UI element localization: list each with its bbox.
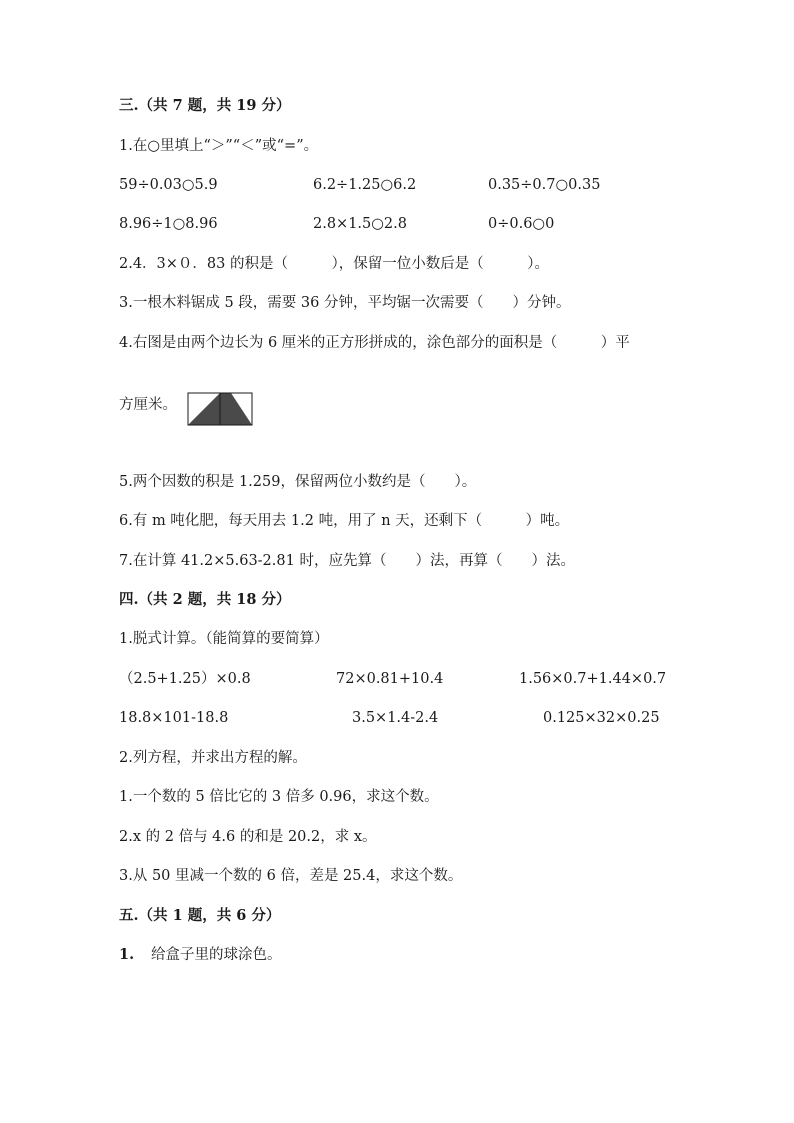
q4-2-prompt: 2.列方程，并求出方程的解。 [119, 750, 307, 766]
compare-item: 0.35÷0.7○0.35 [488, 177, 601, 193]
equation-item: 1.一个数的 5 倍比它的 3 倍多 0.96，求这个数。 [119, 789, 439, 805]
compare-item: 8.96÷1○8.96 [119, 216, 218, 232]
q3-3-text: 3.一根木料锯成 5 段，需要 36 分钟，平均锯一次需要（ ）分钟。 [119, 295, 571, 311]
section-4-heading: 四.（共 2 题，共 18 分） [119, 591, 291, 608]
compare-item: 59÷0.03○5.9 [119, 177, 218, 193]
equation-item: 2.x 的 2 倍与 4.6 的和是 20.2，求 x。 [119, 829, 377, 845]
q3-1-prompt: 1.在○里填上“＞”“＜”或“=”。 [119, 138, 319, 154]
q3-2-text: 2.4．3×０．83 的积是（ ），保留一位小数后是（ ）。 [119, 256, 549, 272]
section-5-heading: 五.（共 1 题，共 6 分） [119, 907, 281, 924]
q3-4-text-cont: 方厘米。 [119, 397, 177, 413]
section-3-heading: 三.（共 7 题，共 19 分） [119, 97, 291, 114]
q3-5-text: 5.两个因数的积是 1.259，保留两位小数约是（ ）。 [119, 474, 477, 490]
calc-item: 72×0.81+10.4 [336, 671, 444, 687]
compare-item: 6.2÷1.25○6.2 [313, 177, 417, 193]
calc-item: （2.5+1.25）×0.8 [119, 671, 251, 687]
q3-4-text: 4.右图是由两个边长为 6 厘米的正方形拼成的，涂色部分的面积是（ ）平 [119, 335, 630, 351]
compare-item: 0÷0.6○0 [488, 216, 555, 232]
two-squares-figure [187, 392, 253, 430]
q4-1-prompt: 1.脱式计算。（能简算的要简算） [119, 631, 329, 647]
q3-6-text: 6.有 m 吨化肥，每天用去 1.2 吨，用了 n 天，还剩下（ ）吨。 [119, 513, 570, 529]
compare-item: 2.8×1.5○2.8 [313, 216, 407, 232]
q5-1-number: 1. [119, 946, 135, 963]
calc-item: 0.125×32×0.25 [543, 710, 660, 726]
equation-item: 3.从 50 里减一个数的 6 倍，差是 25.4，求这个数。 [119, 868, 463, 884]
q3-7-text: 7.在计算 41.2×5.63-2.81 时，应先算（ ）法，再算（ ）法。 [119, 553, 575, 569]
calc-item: 1.56×0.7+1.44×0.7 [519, 671, 667, 687]
q5-1-text: 给盒子里的球涂色。 [151, 947, 282, 963]
calc-item: 3.5×1.4-2.4 [352, 710, 439, 726]
calc-item: 18.8×101-18.8 [119, 710, 229, 726]
